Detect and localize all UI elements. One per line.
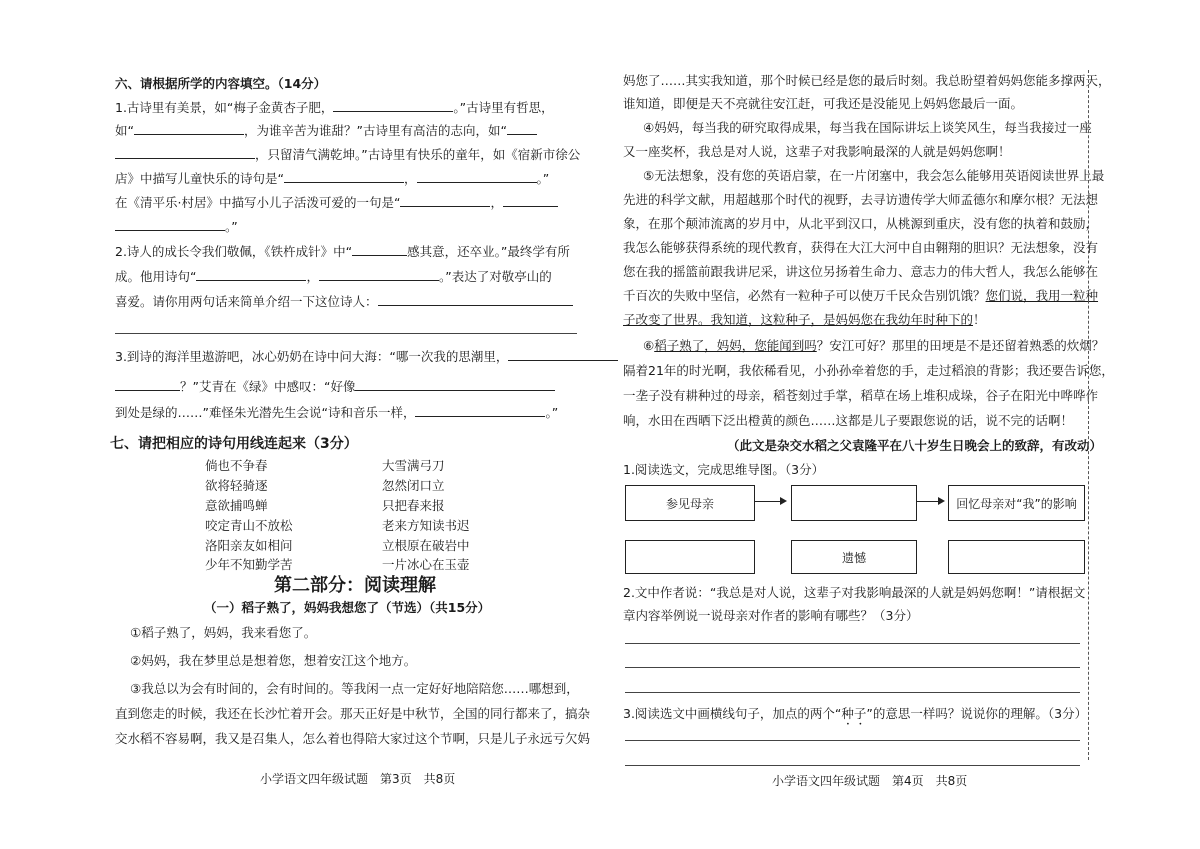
answer-line[interactable]: [625, 740, 1080, 741]
question-3-text-c: ”的意思一样吗？说说你的理解。（3分）: [866, 706, 1088, 721]
q3-line3: [115, 404, 558, 421]
mindmap-box-visit-mother: [625, 485, 755, 521]
q1-text-d: ，为谁辛苦为谁甜？”古诗里有高洁的志向，如“: [243, 123, 507, 138]
dotted-word: 种子: [841, 706, 867, 721]
answer-blank[interactable]: [355, 378, 555, 391]
paragraph-5-line5: 您在我的摇篮前跟我讲尼采，讲这位另扬着生命力、意志力的伟大哲人，我怎么能够在: [623, 264, 1099, 279]
q2-text-e: 。”表达了对敬亭山的: [439, 269, 552, 284]
paragraph-5-line2: 先进的科学文献，用超越那个时代的视野，去寻访遗传学大师孟德尔和摩尔根？无法想: [623, 192, 1099, 207]
question-3-text-a: 3.阅读选文中画横线句子，加点的两个“: [623, 706, 842, 721]
q1-line1: [115, 99, 554, 116]
q2-line1: [115, 243, 570, 260]
answer-blank[interactable]: [115, 218, 225, 231]
q1-text-i: 在《清平乐·村居》中描写小儿子活泼可爱的一句是“: [115, 195, 401, 210]
paragraph-5-line1: ⑤无法想象，没有您的英语启蒙，在一片闭塞中，我会怎么能够用英语阅读世界上最: [643, 168, 1105, 183]
q3-line2: [115, 378, 555, 395]
q1-line4: [115, 170, 549, 187]
binding-margin-divider: [1088, 70, 1089, 760]
q3-text-a: 3.到诗的海洋里遨游吧，冰心奶奶在诗中问大海：“哪一次我的思潮里，: [115, 349, 509, 364]
q1-text-g: ，: [403, 171, 417, 186]
answer-blank[interactable]: [415, 404, 545, 417]
q1-text-j: ，: [490, 195, 503, 210]
q1-text-a: 1.古诗里有美景，如“梅子金黄杏子肥，: [115, 100, 334, 115]
q2-text-d: ，: [306, 269, 319, 284]
answer-blank[interactable]: [319, 268, 439, 281]
part2-title: 第二部分：阅读理解: [274, 575, 436, 596]
q1-line6: [115, 218, 238, 235]
paragraph-5-line3: 象，在那个颠沛流离的岁月中，从北平到汉口，从桃源到重庆，没有您的执着和鼓励，: [623, 216, 1099, 231]
match-left-6[interactable]: 少年不知勤学苦: [205, 557, 293, 572]
right-page: [600, 0, 1200, 849]
q1-text-f: 店》中描写儿童快乐的诗句是“: [115, 171, 284, 186]
match-right-5[interactable]: 立根原在破岩中: [382, 538, 470, 553]
underlined-sentence: 稻子熟了，妈妈，您能闻到吗: [654, 338, 817, 353]
answer-blank[interactable]: [284, 170, 404, 183]
paragraph-3-line5: 谁知道，即便是天不亮就往安江赶，可我还是没能见上妈妈您最后一面。: [623, 96, 1024, 111]
mindmap-label: 回忆母亲对“我”的影响: [956, 496, 1077, 511]
q1-line3: [115, 146, 580, 163]
paragraph-5-line4: 我怎么能够获得系统的现代教育，获得在大江大河中自由翱翔的胆识？无法想象，没有: [623, 240, 1099, 255]
q3-text-d: 。”: [545, 405, 559, 420]
paragraph-4-line1: ④妈妈，每当我的研究取得成果，每当我在国际讲坛上谈笑风生，每当我接过一座: [643, 120, 1092, 135]
q2-text-a: 2.诗人的成长令我们敬佩，《铁杵成针》中“: [115, 244, 353, 259]
page-footer: 小学语文四年级试题 第3页 共8页: [260, 772, 456, 786]
paragraph-5-line6: [623, 288, 1098, 304]
match-right-1[interactable]: 大雪满弓刀: [382, 458, 445, 473]
paragraph-5-text: 千百次的失败中坚信，必然有一粒种子可以使万千民众告别饥饿？: [623, 288, 986, 303]
q3-line1: [115, 348, 618, 365]
question-3: [623, 706, 1087, 728]
q3-text-b: ？”艾青在《绿》中感叹：“好像: [180, 379, 356, 394]
answer-blank[interactable]: [503, 194, 558, 207]
match-left-4[interactable]: 咬定青山不放松: [205, 518, 293, 533]
underlined-sentence: 子改变了世界。我知道，这粒种子，是妈妈您在我幼年时种下的: [623, 312, 974, 327]
answer-line[interactable]: [625, 667, 1080, 668]
section-6-title: 六、请根据所学的内容填空。（14分）: [115, 76, 327, 91]
paragraph-6-text: ？安江可好？那里的田埂是不是还留着熟悉的炊烟？: [816, 338, 1105, 353]
mindmap-label: 遗憾: [841, 550, 866, 565]
q1-text-e: ，只留清气满乾坤。”古诗里有快乐的童年，如《宿新市徐公: [255, 147, 581, 162]
q2-line3: [115, 293, 573, 310]
mindmap-box-blank[interactable]: [791, 485, 917, 521]
paragraph-3-line2: 直到您走的时候，我还在长沙忙着开会。那天正好是中秋节，全国的同行都来了，搞杂: [115, 706, 591, 721]
answer-line[interactable]: [625, 765, 1080, 766]
source-note: （此文是杂交水稻之父袁隆平在八十岁生日晚会上的致辞，有改动）: [727, 438, 1103, 453]
answer-blank[interactable]: [333, 99, 453, 112]
answer-blank[interactable]: [378, 293, 573, 306]
answer-blank[interactable]: [115, 378, 180, 391]
answer-line[interactable]: [625, 692, 1080, 693]
answer-blank[interactable]: [352, 243, 407, 256]
q2-text-f: 喜爱。请你用两句话来简单介绍一下这位诗人：: [115, 294, 378, 309]
paragraph-6-line4: 响，水田在西晒下泛出橙黄的颜色……这都是儿子要跟您说的话，说不完的话啊！: [623, 413, 1074, 428]
match-left-5[interactable]: 洛阳亲友如相问: [205, 538, 293, 553]
paragraph-6-line2: 隔着21年的时光啊，我依稀看见，小孙孙牵着您的手，走过稻浪的背影；我还要告诉您，: [623, 363, 1114, 378]
q1-text-c: 如“: [115, 123, 134, 138]
q1-line2: [115, 122, 537, 139]
answer-blank[interactable]: [400, 194, 490, 207]
match-right-6[interactable]: 一片冰心在玉壶: [382, 557, 470, 572]
paragraph-2: ②妈妈，我在梦里总是想着您，想着安江这个地方。: [130, 653, 417, 668]
mindmap-box-blank[interactable]: [948, 540, 1085, 574]
q1-text-b: 。”古诗里有哲思，: [453, 100, 554, 115]
q1-line5: [115, 194, 558, 211]
paragraph-3-line4: 妈您了……其实我知道，那个时候已经是您的最后时刻。我总盼望着妈妈您能多撑两天，: [623, 73, 1111, 88]
paragraph-6-line1: [643, 338, 1104, 354]
paragraph-6-number: ⑥: [643, 338, 655, 353]
match-left-2[interactable]: 欲将轻骑逐: [205, 478, 268, 493]
paragraph-5-end: ！: [973, 312, 986, 327]
answer-blank[interactable]: [417, 170, 537, 183]
mindmap-box-mother-influence: [948, 485, 1085, 521]
q2-text-b: 感其意，还卒业。”最终学有所: [407, 244, 570, 259]
answer-blank[interactable]: [115, 146, 255, 159]
match-left-3[interactable]: 意欲捕鸣蝉: [205, 498, 268, 513]
q1-text-k: 。”: [225, 219, 238, 234]
match-right-2[interactable]: 忽然闭口立: [382, 478, 445, 493]
answer-line[interactable]: [625, 643, 1080, 644]
page-footer: 小学语文四年级试题 第4页 共8页: [772, 774, 968, 788]
match-right-4[interactable]: 老来方知读书迟: [382, 518, 470, 533]
reading-title: （一）稻子熟了，妈妈我想您了（节选）（共15分）: [204, 600, 491, 615]
q1-text-h: 。”: [536, 171, 550, 186]
mindmap-label: 参见母亲: [665, 496, 714, 511]
q2-line2: [115, 268, 552, 285]
q3-text-c: 到处是绿的……”难怪朱光潜先生会说“诗和音乐一样，: [115, 405, 416, 420]
question-1: 1.阅读选文，完成思维导图。（3分）: [623, 462, 825, 477]
answer-blank[interactable]: [196, 268, 306, 281]
paragraph-3-line1: ③我总以为会有时间的，会有时间的。等我闲一点一定好好地陪陪您……哪想到，: [130, 681, 579, 696]
mindmap-box-blank[interactable]: [625, 540, 755, 574]
paragraph-3-line3: 交水稻不容易啊，我又是召集人，怎么着也得陪大家过这个节啊，只是儿子永远亏欠妈: [115, 731, 591, 746]
paragraph-4-line2: 又一座奖杯，我总是对人说，这辈子对我影响最深的人就是妈妈您啊！: [623, 144, 1011, 159]
answer-blank[interactable]: [134, 122, 244, 135]
question-2-line2: 章内容举例说一说母亲对作者的影响有哪些？（3分）: [623, 608, 919, 623]
section-7-title: 七、请把相应的诗句用线连起来（3分）: [110, 436, 358, 452]
paragraph-1: ①稻子熟了，妈妈，我来看您了。: [130, 625, 317, 640]
answer-line[interactable]: [115, 333, 577, 334]
paragraph-6-line3: 一垄子没有耕种过的母亲，稻苍刻过手掌，稻草在场上堆积成垛，谷子在阳光中哗哗作: [623, 388, 1099, 403]
q2-text-c: 成。他用诗句“: [115, 269, 197, 284]
question-2-line1: 2.文中作者说：“我总是对人说，这辈子对我影响最深的人就是妈妈您啊！”请根据文: [623, 585, 1086, 600]
underlined-sentence: 您们说，我用一粒种: [985, 288, 1099, 303]
mindmap-arrow: [917, 501, 943, 502]
match-left-1[interactable]: 倘也不争春: [205, 458, 268, 473]
answer-blank[interactable]: [507, 122, 537, 135]
match-right-3[interactable]: 只把春来报: [382, 498, 445, 513]
paragraph-5-line7: [623, 312, 986, 328]
mindmap-box-regret: [791, 540, 917, 574]
mindmap-arrow: [755, 501, 785, 502]
